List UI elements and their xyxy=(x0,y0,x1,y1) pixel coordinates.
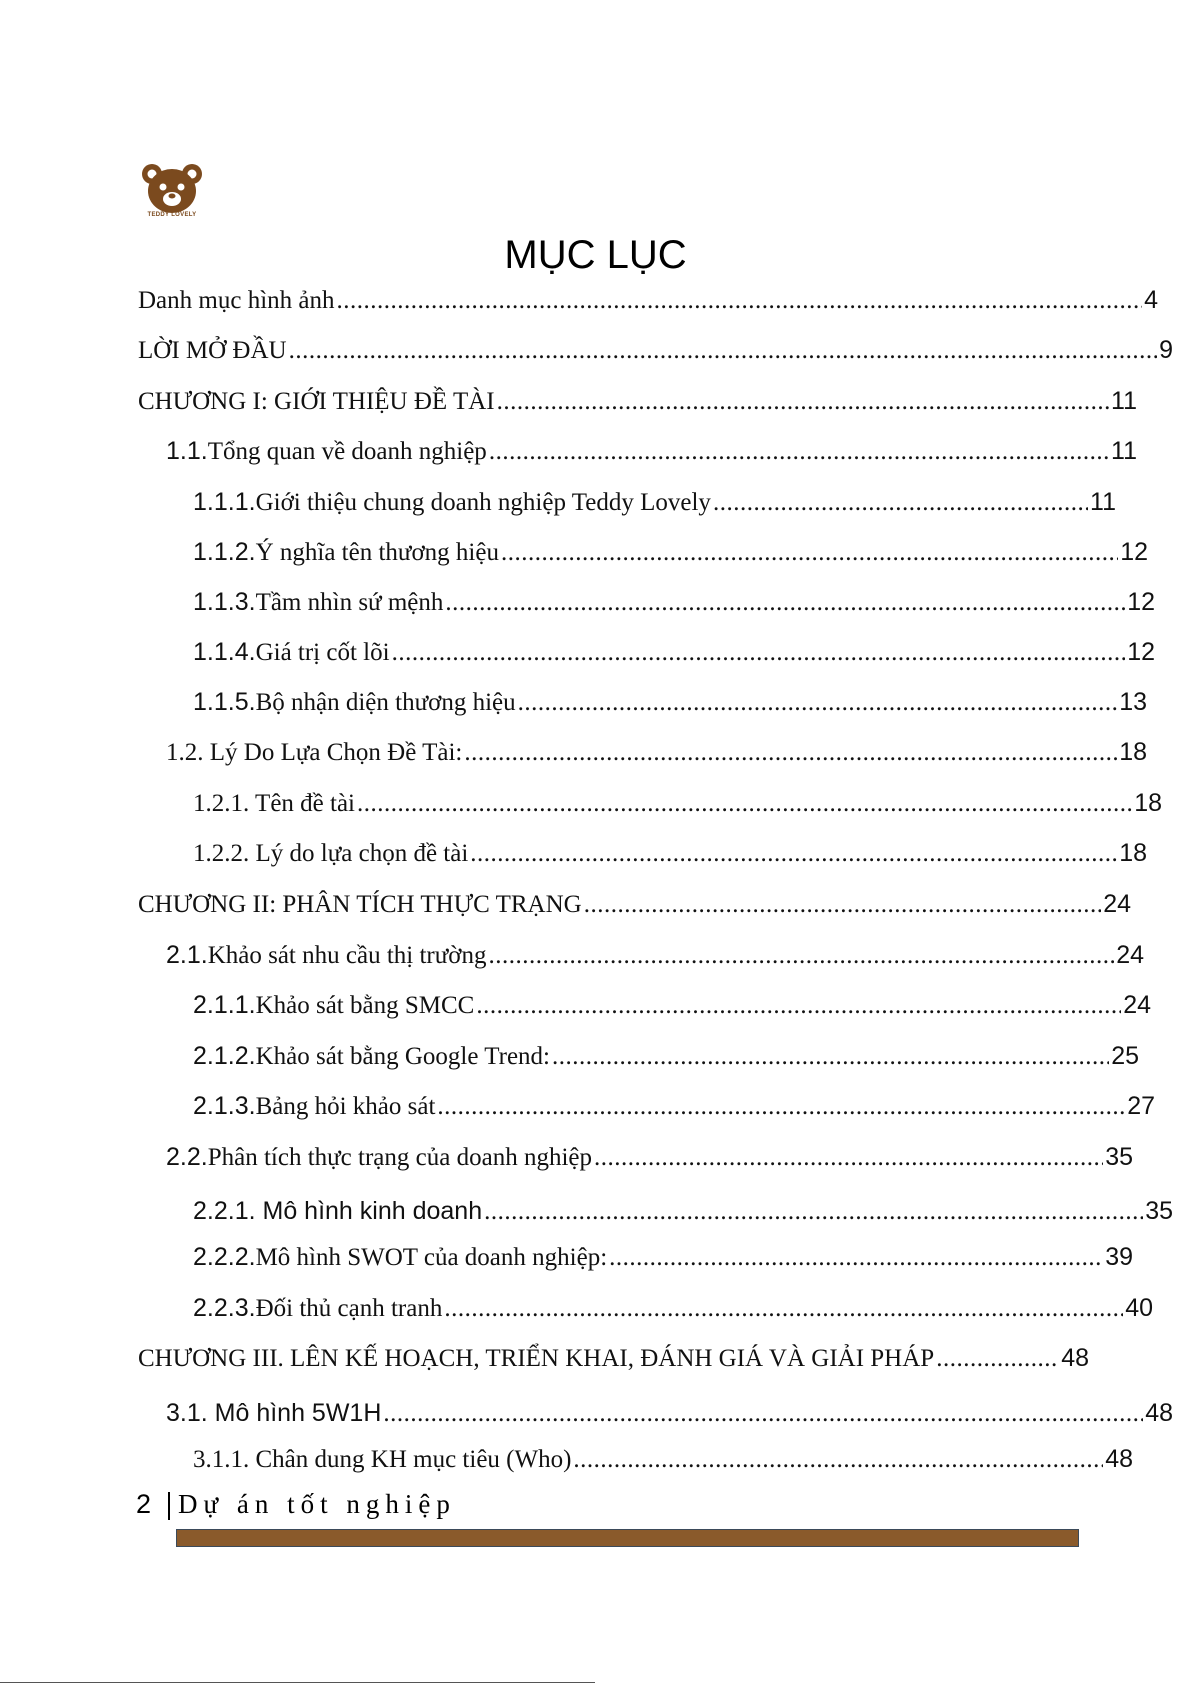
toc-entry-number: 1.1.5. xyxy=(193,688,256,716)
footer-separator xyxy=(168,1492,170,1520)
page-title: MỤC LỤC xyxy=(504,233,687,277)
toc-entry-text: 1.2. Lý Do Lựa Chọn Đề Tài: xyxy=(166,739,463,766)
toc-entry[interactable] xyxy=(138,333,1173,367)
toc-entry-text: Khảo sát bằng SMCC xyxy=(255,992,475,1019)
toc-entry[interactable] xyxy=(193,786,1162,820)
toc-leader-dots xyxy=(584,888,1102,922)
footer-color-bar xyxy=(176,1529,1079,1547)
toc-entry-number: 2.1. xyxy=(166,941,208,969)
toc-leader-dots xyxy=(445,586,1125,620)
footer-label: Dự án tốt nghiệp xyxy=(178,1489,456,1519)
toc-entry-text: Mô hình SWOT của doanh nghiệp: xyxy=(255,1244,608,1271)
toc-entry-number: 2.1.3. xyxy=(193,1092,256,1120)
toc-entry-page: 12 xyxy=(1120,538,1148,566)
toc-entry[interactable] xyxy=(138,887,1131,921)
toc-entry-text: Tổng quan về doanh nghiệp xyxy=(207,438,487,465)
toc-entry-page: 27 xyxy=(1127,1092,1155,1120)
toc-entry[interactable] xyxy=(138,1341,1089,1375)
toc-entry-page: 48 xyxy=(1145,1399,1173,1427)
toc-entry[interactable] xyxy=(193,685,1147,719)
toc-leader-dots xyxy=(357,787,1132,821)
page-bottom-rule xyxy=(0,1682,595,1683)
toc-entry-page: 18 xyxy=(1119,738,1147,766)
toc-entry-number: 1.1.1. xyxy=(193,488,256,516)
toc-entry-page: 24 xyxy=(1116,941,1144,969)
toc-entry-page: 12 xyxy=(1127,588,1155,616)
toc-entry-page: 35 xyxy=(1105,1143,1133,1171)
toc-entry[interactable] xyxy=(193,1442,1133,1476)
footer-page-number: 2 xyxy=(136,1489,152,1519)
toc-entry-page: 13 xyxy=(1119,688,1147,716)
toc-entry-number: 1.1.4. xyxy=(193,638,256,666)
toc-entry[interactable] xyxy=(166,1396,1173,1430)
toc-leader-dots xyxy=(552,1040,1109,1074)
toc-entry-page: 11 xyxy=(1111,387,1137,415)
toc-entry-page: 48 xyxy=(1105,1445,1133,1473)
toc-entry-text: Bộ nhận diện thương hiệu xyxy=(255,689,516,716)
toc-entry-text: Danh mục hình ảnh xyxy=(138,287,335,314)
toc-entry[interactable] xyxy=(193,1240,1133,1274)
toc-entry-text: Tầm nhìn sứ mệnh xyxy=(255,589,444,616)
toc-entry-text: Bảng hỏi khảo sát xyxy=(255,1093,436,1120)
toc-entry-page: 24 xyxy=(1123,991,1151,1019)
toc-entry-page: 11 xyxy=(1111,437,1137,465)
toc-leader-dots xyxy=(392,636,1126,670)
toc-entry-page: 11 xyxy=(1090,488,1116,516)
toc-leader-dots xyxy=(470,837,1117,871)
toc-entry[interactable] xyxy=(193,535,1148,569)
toc-leader-dots xyxy=(336,284,1142,318)
toc-entry-text: 1.2.1. Tên đề tài xyxy=(193,790,355,817)
toc-leader-dots xyxy=(383,1397,1143,1431)
toc-entry-page: 48 xyxy=(1061,1344,1089,1372)
toc-entry-page: 18 xyxy=(1119,839,1147,867)
toc-leader-dots xyxy=(489,939,1115,973)
toc-entry-number: 1.1. xyxy=(166,437,208,465)
toc-leader-dots xyxy=(289,334,1157,368)
toc-entry[interactable] xyxy=(193,836,1147,870)
toc-entry[interactable] xyxy=(166,434,1137,468)
toc-entry[interactable] xyxy=(166,938,1144,972)
toc-entry-number: 2.1.2. xyxy=(193,1042,256,1070)
toc-entry[interactable] xyxy=(166,1140,1133,1174)
toc-leader-dots xyxy=(713,486,1088,520)
toc-entry-page: 4 xyxy=(1144,286,1158,314)
toc-leader-dots xyxy=(489,435,1109,469)
toc-leader-dots xyxy=(594,1141,1103,1175)
logo-caption: TEDDY LOVELY xyxy=(147,212,197,218)
toc-leader-dots xyxy=(497,385,1109,419)
toc-entry-text: 3.1.1. Chân dung KH mục tiêu (Who) xyxy=(193,1446,572,1473)
toc-entry-number: 2.2. xyxy=(166,1143,208,1171)
toc-entry[interactable] xyxy=(193,988,1151,1022)
toc-entry-text: CHƯƠNG I: GIỚI THIỆU ĐỀ TÀI xyxy=(138,388,495,415)
toc-entry-text: CHƯƠNG III. LÊN KẾ HOẠCH, TRIỂN KHAI, ĐÁNH GIÁ VÀ GIẢI PHÁP xyxy=(138,1345,935,1372)
toc-entry[interactable] xyxy=(193,635,1155,669)
toc-entry-text: Giá trị cốt lõi xyxy=(255,639,390,666)
toc-leader-dots xyxy=(464,736,1117,770)
toc-entry-number: 1.1.2. xyxy=(193,538,256,566)
toc-entry-page: 12 xyxy=(1127,638,1155,666)
toc-entry[interactable] xyxy=(193,1089,1155,1123)
toc-entry[interactable] xyxy=(193,1039,1139,1073)
toc-entry-text: Khảo sát nhu cầu thị trường xyxy=(207,942,487,969)
toc-leader-dots xyxy=(936,1342,1059,1376)
toc-entry-text: Giới thiệu chung doanh nghiệp Teddy Lovely xyxy=(255,489,711,516)
toc-entry[interactable] xyxy=(166,735,1147,769)
toc-entry[interactable] xyxy=(193,1291,1153,1325)
toc-entry-text: Phân tích thực trạng của doanh nghiệp xyxy=(207,1144,592,1171)
toc-entry-text: LỜI MỞ ĐẦU xyxy=(138,337,287,364)
toc-leader-dots xyxy=(609,1241,1103,1275)
toc-entry-page: 18 xyxy=(1134,789,1162,817)
toc-entry-page: 9 xyxy=(1159,336,1173,364)
toc-entry-text: Ý nghĩa tên thương hiệu xyxy=(255,539,499,566)
toc-entry-text: 1.2.2. Lý do lựa chọn đề tài xyxy=(193,840,469,867)
toc-entry-page: 25 xyxy=(1111,1042,1139,1070)
toc-leader-dots xyxy=(518,686,1118,720)
toc-leader-dots xyxy=(437,1090,1125,1124)
toc-leader-dots xyxy=(484,1195,1143,1229)
toc-entry-number: 1.1.3. xyxy=(193,588,256,616)
toc-entry-page: 35 xyxy=(1145,1197,1173,1225)
toc-entry[interactable] xyxy=(193,585,1155,619)
toc-entry[interactable] xyxy=(138,384,1137,418)
toc-entry-page: 39 xyxy=(1105,1243,1133,1271)
toc-entry[interactable] xyxy=(193,485,1116,519)
toc-entry-text: Đối thủ cạnh tranh xyxy=(255,1295,443,1322)
toc-leader-dots xyxy=(573,1443,1103,1477)
toc-entry-number: 2.1.1. xyxy=(193,991,256,1019)
toc-leader-dots xyxy=(501,536,1118,570)
toc-entry-page: 24 xyxy=(1103,890,1131,918)
toc-entry[interactable] xyxy=(193,1194,1173,1228)
toc-entry-text: Khảo sát bằng Google Trend: xyxy=(255,1043,550,1070)
toc-leader-dots xyxy=(444,1292,1123,1326)
toc-entry-text: CHƯƠNG II: PHÂN TÍCH THỰC TRẠNG xyxy=(138,891,582,918)
toc-entry-text: 2.2.1. Mô hình kinh doanh xyxy=(193,1197,483,1225)
toc-entry-page: 40 xyxy=(1125,1294,1153,1322)
toc-leader-dots xyxy=(476,989,1121,1023)
toc-entry-number: 2.2.2. xyxy=(193,1243,256,1271)
toc-entry[interactable] xyxy=(138,283,1158,317)
toc-entry-number: 2.2.3. xyxy=(193,1294,256,1322)
toc-entry-text: 3.1. Mô hình 5W1H xyxy=(166,1399,382,1427)
